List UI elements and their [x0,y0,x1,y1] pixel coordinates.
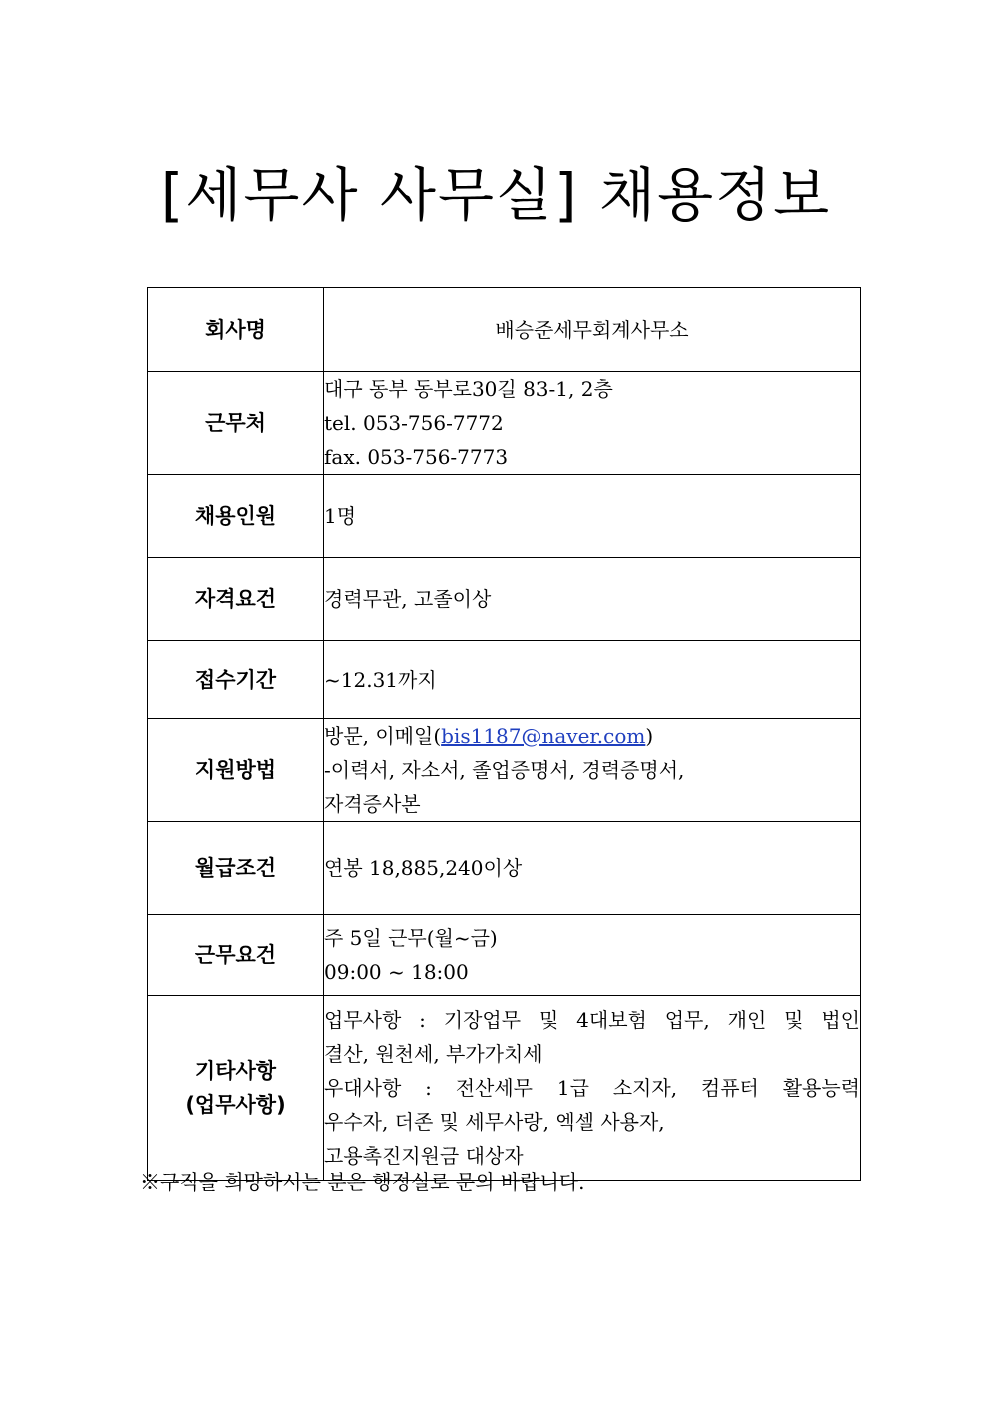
workplace-tel: tel. 053-756-7772 [324,411,504,435]
workplace-value [324,372,861,475]
hours-value [324,915,861,996]
table-row-hours [148,915,861,996]
hours-time: 09:00 ~ 18:00 [324,960,469,984]
qualification-label: 자격요건 [148,558,324,641]
company-label: 회사명 [148,288,324,372]
period-value: ~12.31까지 [324,641,861,719]
table-row-etc [148,996,861,1181]
table-row-qualification [148,558,861,641]
workplace-fax: fax. 053-756-7773 [324,445,509,469]
headcount-label: 채용인원 [148,475,324,558]
table-row-period [148,641,861,719]
email-link[interactable]: bis1187@naver.com [441,724,646,748]
etc-duties-line: 업무사항 : 기장업무 및 4대보험 업무, 개인 및 법인 [324,1008,860,1032]
etc-duties-cont: 결산, 원천세, 부가가치세 [324,1042,543,1066]
etc-value [324,996,861,1181]
etc-label-line-1: 기타사항 [194,1059,277,1083]
hours-days: 주 5일 근무(월~금) [324,926,498,950]
apply-label: 지원방법 [148,719,324,822]
hours-label: 근무요건 [148,915,324,996]
apply-value [324,719,861,822]
job-info-table [147,287,861,1181]
workplace-label: 근무처 [148,372,324,475]
table-row-headcount [148,475,861,558]
apply-method-close: ) [645,724,654,748]
footnote: ※구직을 희망하시는 분은 행정실로 문의 바랍니다. [140,1170,585,1194]
etc-label [148,996,324,1181]
etc-preferred-cont: 우수자, 더존 및 세무사랑, 엑셀 사용자, [324,1110,665,1134]
company-value: 배승준세무회계사무소 [324,288,861,372]
table-row-salary [148,822,861,915]
table-row-company [148,288,861,372]
salary-label: 월급조건 [148,822,324,915]
qualification-value: 경력무관, 고졸이상 [324,558,861,641]
etc-label-line-2: (업무사항) [185,1093,286,1117]
headcount-value: 1명 [324,475,861,558]
workplace-address: 대구 동부 동부로30길 83-1, 2층 [324,377,613,401]
table-row-workplace [148,372,861,475]
apply-method-text: 방문, 이메일( [324,724,442,748]
apply-documents: -이력서, 자소서, 졸업증명서, 경력증명서, [324,758,685,782]
period-label: 접수기간 [148,641,324,719]
salary-value: 연봉 18,885,240이상 [324,822,861,915]
page-title: [세무사 사무실] 채용정보 [160,161,832,229]
etc-preferred-cont-2: 고용촉진지원금 대상자 [324,1144,524,1168]
table-row-apply [148,719,861,822]
apply-line-1 [324,719,860,753]
apply-documents-cont: 자격증사본 [324,792,421,816]
etc-preferred-line: 우대사항 : 전산세무 1급 소지자, 컴퓨터 활용능력 [324,1076,860,1100]
